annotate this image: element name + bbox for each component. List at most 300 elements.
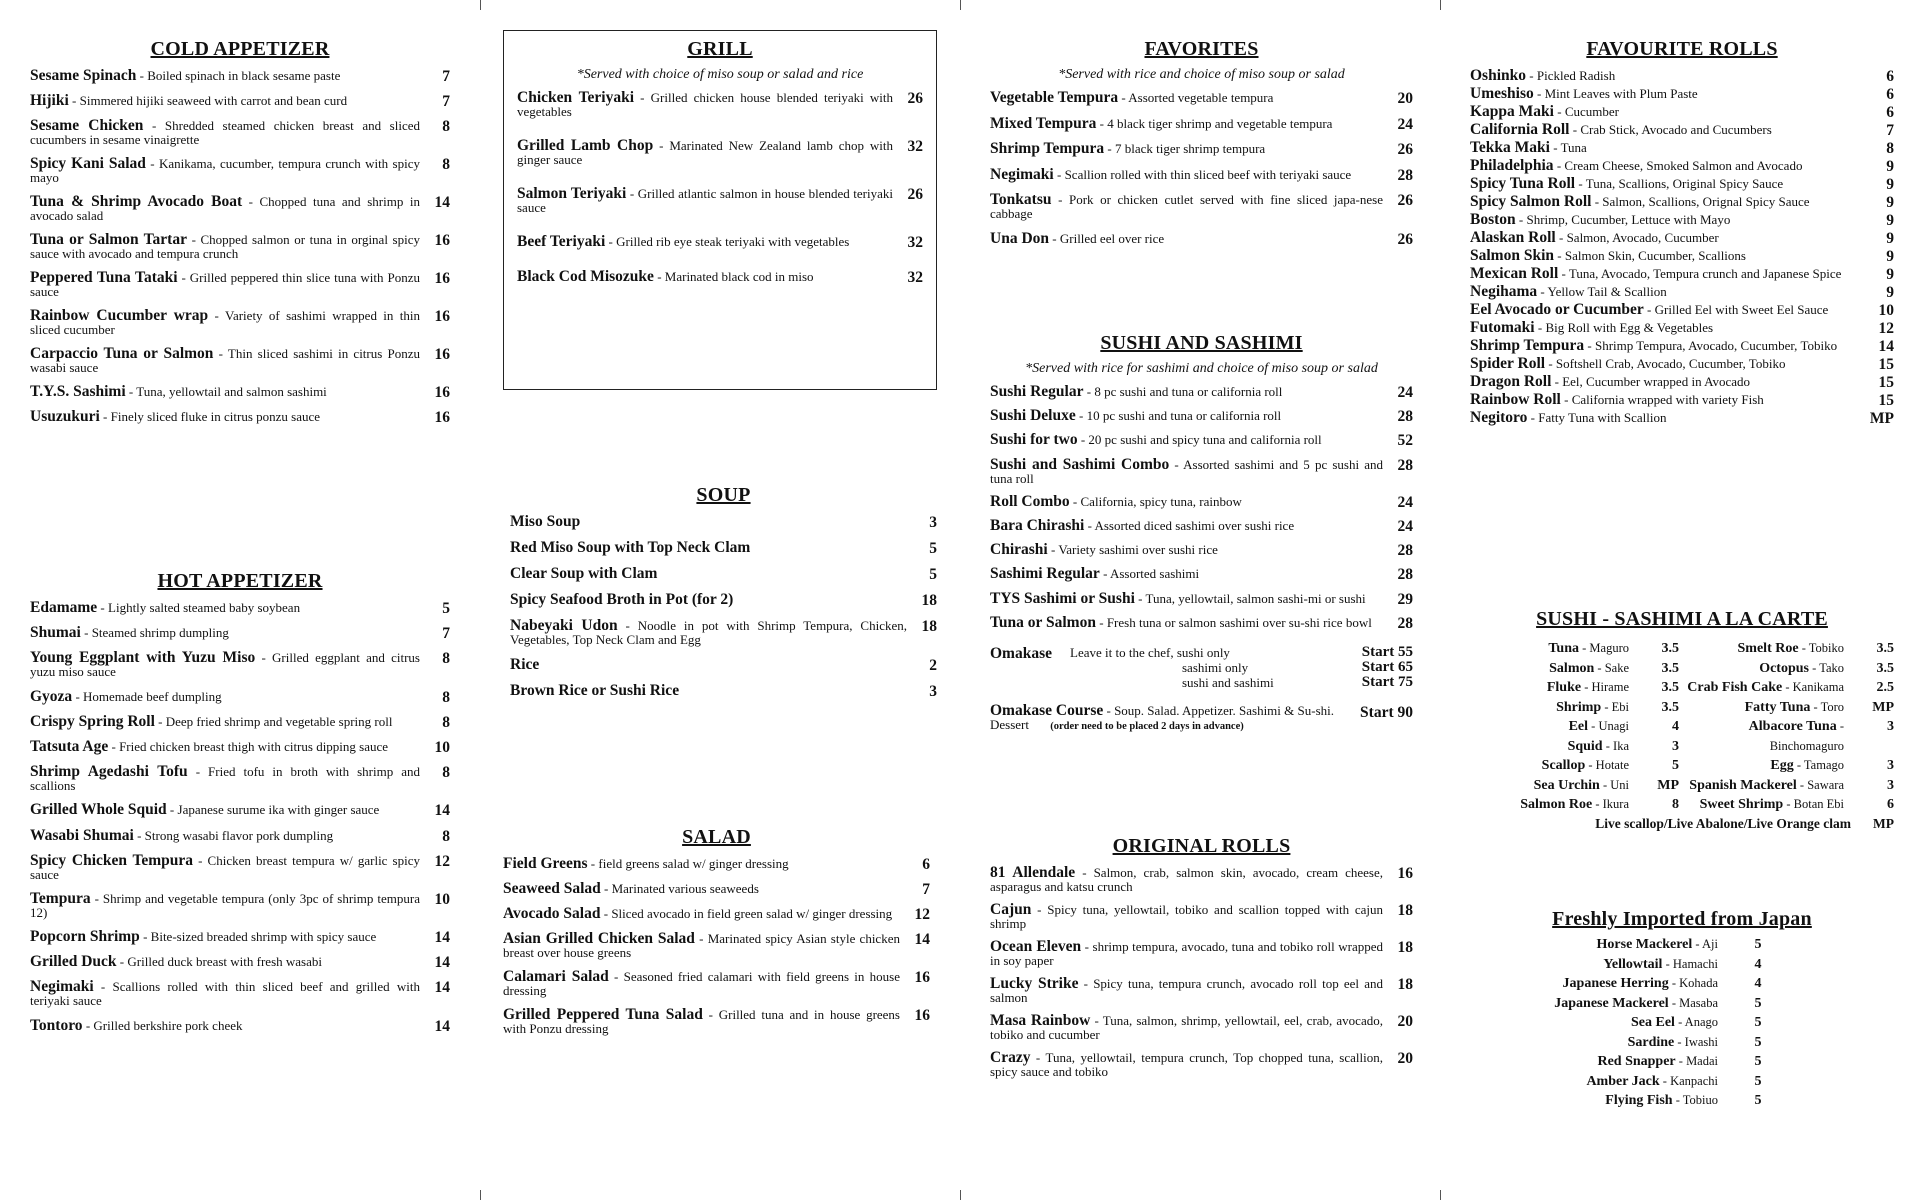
- fish-japanese-name: Ebi: [1611, 699, 1629, 714]
- menu-item-name: Grilled Duck: [30, 953, 117, 971]
- menu-item-desc: Grilled tuna and in house greens with Ponzu dressing: [503, 1007, 900, 1036]
- japan-section: [1470, 908, 1894, 1111]
- section-title: FAVOURITE ROLLS: [1586, 38, 1778, 60]
- menu-item-desc: Scallion rolled with thin sliced beef with teriyaki sauce: [1064, 166, 1352, 182]
- menu-item-name: Ocean Eleven: [990, 938, 1082, 955]
- menu-item-price: 20: [1397, 1013, 1413, 1030]
- menu-item-name: Spicy Seafood Broth in Pot (for 2): [510, 591, 734, 608]
- section-title: Freshly Imported from Japan: [1552, 908, 1812, 930]
- japan-item: [1470, 1072, 1894, 1092]
- menu-item-price: 6: [1886, 104, 1894, 121]
- menu-item-name: Negihama: [1470, 283, 1538, 300]
- menu-item-desc: Seasoned fried calamari with field greens in house dressing: [503, 969, 900, 998]
- menu-item-text: Spicy Tuna Roll - Tuna, Scallions, Original Spicy Sauce: [1470, 175, 1784, 192]
- menu-item-name: Seaweed Salad: [503, 880, 601, 897]
- fish-japanese-name: Sawara: [1807, 777, 1844, 792]
- menu-item-price: 9: [1886, 212, 1894, 229]
- menu-item-desc: Tuna: [1560, 140, 1587, 155]
- menu-item-name: Lucky Strike: [990, 975, 1079, 992]
- section-title: SUSHI - SASHIMI A LA CARTE: [1536, 608, 1828, 630]
- menu-item: [510, 684, 937, 699]
- menu-item-price: 2: [929, 657, 937, 674]
- menu-item-price: 8: [442, 713, 450, 731]
- menu-item-name: Tontoro: [30, 1016, 83, 1034]
- item-list: [1470, 69, 1894, 426]
- menu-item-price: 26: [1397, 192, 1413, 209]
- menu-item-text: Negitoro - Fatty Tuna with Scallion: [1470, 409, 1667, 426]
- fish-price: 5: [1754, 1054, 1762, 1069]
- menu-item: [517, 139, 923, 167]
- fish-japanese-name: Tobiuo: [1682, 1093, 1718, 1107]
- menu-item: [990, 229, 1413, 248]
- menu-item-text: Kappa Maki - Cucumber: [1470, 103, 1619, 120]
- menu-item: [30, 271, 450, 299]
- menu-item-desc: Bite-sized breaded shrimp with spicy sauce: [150, 929, 377, 945]
- menu-item-price: 28: [1397, 614, 1413, 632]
- item-list: [990, 385, 1413, 631]
- menu-item: [990, 567, 1413, 582]
- fish-price: 2.5: [1876, 680, 1894, 695]
- menu-item: [990, 91, 1413, 106]
- menu-item-text: Tonkatsu - Pork or chicken cutlet served with fine sliced japa-nese cabbage: [990, 191, 1383, 221]
- menu-item: [30, 601, 450, 616]
- fish-name: Salmon Roe: [1520, 797, 1593, 812]
- menu-item-desc: Kanikama, cucumber, tempura crunch with spicy mayo: [30, 156, 420, 185]
- menu-item-name: Spicy Chicken Tempura: [30, 851, 194, 869]
- fish-name: Red Snapper: [1597, 1054, 1676, 1069]
- japan-item-name: Sardine - Iwashi: [1627, 1034, 1718, 1050]
- grill-section: [517, 38, 923, 285]
- menu-item-price: 18: [921, 618, 937, 635]
- fish-japanese-name: Kanpachi: [1670, 1073, 1718, 1088]
- menu-item: [990, 940, 1413, 968]
- menu-item: [30, 803, 450, 818]
- menu-item-text: Mexican Roll - Tuna, Avocado, Tempura crunch and Japanese Spice: [1470, 265, 1842, 282]
- menu-item-text: Grilled Lamb Chop - Marinated New Zealand lamb chop with ginger sauce: [517, 137, 893, 167]
- menu-item: [30, 765, 450, 793]
- omakase-course-item: Omakase Course - Soup. Salad. Appetizer. Sashimi & Su-shi. Dessert (order need to be placed 2 days in advance) Start 90: [990, 701, 1413, 732]
- menu-item-desc: Grilled eggplant and citrus yuzu miso sauce: [30, 650, 420, 680]
- menu-item-name: Calamari Salad: [503, 968, 609, 985]
- fish-japanese-name: Tobiko: [1808, 641, 1844, 655]
- menu-item-price: 26: [907, 90, 923, 107]
- fish-price: 4: [1672, 719, 1679, 734]
- menu-item-name: Sushi Deluxe: [990, 407, 1076, 425]
- menu-item-price: 14: [434, 929, 450, 947]
- menu-item: [1470, 303, 1894, 318]
- menu-item-desc: Shrimp Tempura, Avocado, Cucumber, Tobiko: [1594, 338, 1838, 353]
- fish-name: Sweet Shrimp: [1699, 797, 1784, 812]
- menu-item-price: 9: [1886, 176, 1894, 193]
- menu-item-name: Sushi and Sashimi Combo: [990, 455, 1170, 473]
- menu-item-text: Rainbow Roll - California wrapped with variety Fish: [1470, 391, 1764, 408]
- fish-name: Octopus: [1759, 660, 1809, 676]
- menu-item: [30, 233, 450, 261]
- menu-item-desc: Deep fried shrimp and vegetable spring roll: [165, 713, 393, 729]
- menu-item-text: Cajun - Spicy tuna, yellowtail, tobiko and scallion topped with cajun shrimp: [990, 901, 1383, 931]
- menu-item-name: Tempura: [30, 889, 91, 907]
- menu-item-text: Sesame Chicken - Shredded steamed chicken breast and sliced cucumbers in sesame vinaigrette: [30, 117, 420, 147]
- menu-item-text: California Roll - Crab Stick, Avocado and Cucumbers: [1470, 121, 1772, 138]
- menu-item-name: Wasabi Shumai: [30, 826, 134, 844]
- menu-item: [503, 932, 930, 960]
- menu-item-text: Spider Roll - Softshell Crab, Avocado, Cucumber, Tobiko: [1470, 355, 1786, 372]
- menu-item-text: Alaskan Roll - Salmon, Avocado, Cucumber: [1470, 229, 1719, 246]
- menu-item: [1470, 339, 1894, 354]
- fish-price: 3.5: [1661, 699, 1679, 715]
- a-la-carte-item: [1685, 639, 1894, 659]
- menu-item: [30, 347, 450, 375]
- menu-item: [990, 409, 1413, 424]
- menu-item-desc: Grilled eel over rice: [1059, 230, 1165, 246]
- fish-price: 5: [1754, 1093, 1762, 1108]
- menu-item: [1470, 177, 1894, 192]
- menu-item-name: Edamame: [30, 599, 98, 616]
- menu-item-desc: Pork or chicken cutlet served with fine sliced japa-nese cabbage: [990, 192, 1383, 221]
- fish-name: Sea Eel: [1630, 1015, 1675, 1030]
- menu-item-price: 15: [1878, 356, 1894, 373]
- menu-item-price: 24: [1397, 517, 1413, 535]
- fish-price: MP: [1657, 777, 1679, 793]
- menu-item: [990, 385, 1413, 400]
- omakase-course-note: (order need to be placed 2 days in advance): [1050, 720, 1244, 732]
- menu-item-price: 7: [442, 93, 450, 110]
- menu-item: [990, 866, 1413, 894]
- a-la-carte-item: [1685, 659, 1894, 679]
- a-la-carte-item: [1470, 717, 1679, 737]
- menu-item-desc: Tuna, Scallions, Original Spicy Sauce: [1585, 176, 1784, 191]
- menu-item-name: Avocado Salad: [503, 905, 601, 922]
- a-la-carte-name: Eel - Unagi: [1568, 719, 1629, 734]
- menu-item: [990, 1014, 1413, 1042]
- menu-item-price: 9: [1886, 230, 1894, 247]
- fish-name: Squid: [1567, 738, 1603, 754]
- menu-item-price: MP: [1869, 410, 1894, 427]
- menu-item-text: Ocean Eleven - shrimp tempura, avocado, tuna and tobiko roll wrapped in soy paper: [990, 938, 1383, 968]
- menu-item-price: 29: [1397, 590, 1413, 608]
- menu-item-desc: Fatty Tuna with Scallion: [1538, 410, 1667, 425]
- menu-item: [1470, 285, 1894, 300]
- menu-item-text: Dragon Roll - Eel, Cucumber wrapped in Avocado: [1470, 373, 1751, 390]
- menu-item-text: Grilled Duck - Grilled duck breast with fresh wasabi: [30, 953, 322, 971]
- menu-item-price: 7: [442, 68, 450, 85]
- omakase-price: Start 65: [1361, 658, 1413, 675]
- menu-item-name: Rainbow Roll: [1470, 391, 1561, 408]
- fish-name: Japanese Mackerel: [1554, 995, 1669, 1011]
- item-list: [30, 69, 450, 425]
- omakase-price: Start 55: [1361, 643, 1413, 660]
- menu-item: [30, 195, 450, 223]
- menu-item-text: Sushi for two - 20 pc sushi and spicy tuna and california roll: [990, 431, 1322, 449]
- menu-item-desc: Finely sliced fluke in citrus ponzu sauce: [110, 409, 321, 424]
- menu-item-desc: Eel, Cucumber wrapped in Avocado: [1562, 374, 1751, 389]
- a-la-carte-name: Salmon Roe - Ikura: [1520, 797, 1629, 812]
- menu-item: [510, 515, 937, 530]
- menu-item-name: Chicken Teriyaki: [517, 89, 635, 106]
- menu-item-name: Shumai: [30, 624, 81, 642]
- menu-item-name: Sushi Regular: [990, 383, 1084, 400]
- omakase-item: [990, 645, 1413, 690]
- menu-item-desc: Marinated spicy Asian style chicken breast over house greens: [503, 931, 900, 960]
- menu-item: [30, 826, 450, 845]
- original-rolls-section: [990, 835, 1413, 1079]
- fish-japanese-name: Maguro: [1589, 641, 1629, 655]
- menu-item: [990, 977, 1413, 1005]
- fish-price: 3: [1887, 758, 1894, 773]
- menu-item-text: Grilled Whole Squid - Japanese surume ika with ginger sauce: [30, 801, 380, 819]
- fish-name: Fatty Tuna: [1744, 699, 1811, 715]
- menu-item-price: 10: [1878, 302, 1894, 319]
- menu-item-price: 15: [1878, 374, 1894, 391]
- menu-item-price: 24: [1397, 115, 1413, 133]
- a-la-carte-name: Crab Fish Cake - Kanikama: [1687, 680, 1844, 695]
- menu-item-price: 26: [1397, 141, 1413, 158]
- menu-item-name: T.Y.S. Sashimi: [30, 383, 126, 400]
- omakase-course-desc: Soup. Salad. Appetizer. Sashimi & Su-shi. Dessert: [990, 702, 1334, 732]
- menu-item-price: 28: [1397, 566, 1413, 584]
- a-la-carte-name: Spanish Mackerel - Sawara: [1689, 777, 1844, 793]
- menu-item-text: Shrimp Agedashi Tofu - Fried tofu in broth with shrimp and scallions: [30, 763, 420, 794]
- fish-price: 4: [1754, 976, 1762, 991]
- menu-item-price: 9: [1886, 284, 1894, 301]
- menu-item-text: Tuna & Shrimp Avocado Boat - Chopped tuna and shrimp in avocado salad: [30, 193, 420, 223]
- fish-name: Egg: [1770, 758, 1794, 773]
- menu-item-desc: Tuna, yellowtail and salmon sashimi: [136, 384, 327, 399]
- menu-item-price: 9: [1886, 194, 1894, 211]
- menu-item: [990, 114, 1413, 133]
- item-list: [990, 866, 1413, 1079]
- menu-item-desc: California, spicy tuna, rainbow: [1080, 493, 1242, 509]
- menu-item-desc: Noodle in pot with Shrimp Tempura, Chicken, Vegetables, Top Neck Clam and Egg: [510, 618, 907, 647]
- menu-item: [1470, 249, 1894, 264]
- menu-item-price: 28: [1397, 456, 1413, 474]
- live-row: [1470, 815, 1894, 833]
- menu-item-price: 28: [1397, 166, 1413, 184]
- menu-item-price: 24: [1397, 384, 1413, 401]
- menu-item-desc: Cucumber: [1564, 104, 1619, 119]
- fish-price: 3.5: [1661, 660, 1679, 676]
- a-la-carte-name: Tuna - Maguro: [1548, 641, 1629, 656]
- menu-item: [30, 385, 450, 400]
- fish-name: Salmon: [1549, 660, 1595, 676]
- menu-item-name: Futomaki: [1470, 319, 1535, 336]
- japan-item-name: Sea Eel - Anago: [1630, 1015, 1718, 1030]
- menu-item-desc: Grilled Eel with Sweet Eel Sauce: [1654, 302, 1829, 317]
- fish-japanese-name: Aji: [1702, 937, 1718, 951]
- fish-price: 5: [1754, 1034, 1762, 1050]
- menu-item-price: 7: [922, 881, 930, 898]
- menu-item: [30, 737, 450, 756]
- fish-japanese-name: Tako: [1819, 660, 1844, 675]
- fish-name: Spanish Mackerel: [1689, 777, 1797, 793]
- fish-name: Japanese Herring: [1562, 976, 1669, 991]
- menu-item-text: Una Don - Grilled eel over rice: [990, 229, 1165, 247]
- menu-item: [1470, 69, 1894, 84]
- menu-item-price: 6: [1886, 68, 1894, 85]
- menu-item: [990, 455, 1413, 486]
- menu-item-name: Shrimp Agedashi Tofu: [30, 763, 188, 781]
- a-la-carte-section: [1470, 608, 1894, 833]
- fish-japanese-name: Uni: [1610, 777, 1629, 792]
- menu-item-text: T.Y.S. Sashimi - Tuna, yellowtail and salmon sashimi: [30, 383, 327, 400]
- menu-item-desc: Chicken breast tempura w/ garlic spicy sauce: [30, 852, 420, 882]
- menu-item-desc: Scallions rolled with thin sliced beef and grilled with teriyaki sauce: [30, 979, 420, 1009]
- menu-item-desc: 8 pc sushi and tuna or california roll: [1094, 384, 1283, 399]
- menu-item-name: Carpaccio Tuna or Salmon: [30, 345, 214, 362]
- section-title: COLD APPETIZER: [150, 38, 330, 60]
- menu-item: [990, 492, 1413, 511]
- menu-item: [510, 541, 937, 556]
- menu-item-name: Grilled Whole Squid: [30, 801, 167, 819]
- fold-tick: [480, 0, 481, 10]
- menu-item-price: 18: [1397, 976, 1413, 993]
- menu-item-name: Gyoza: [30, 687, 73, 705]
- menu-item-price: 16: [434, 384, 450, 401]
- menu-item-desc: Shrimp, Cucumber, Lettuce with Mayo: [1526, 212, 1731, 227]
- fish-price: MP: [1872, 699, 1894, 715]
- menu-item: [517, 187, 923, 215]
- menu-item-text: Lucky Strike - Spicy tuna, tempura crunch, avocado roll top eel and salmon: [990, 975, 1383, 1005]
- menu-item: [517, 235, 923, 250]
- a-la-carte-name: Scallop - Hotate: [1541, 758, 1629, 773]
- fish-japanese-name: Ika: [1613, 738, 1629, 753]
- menu-item-price: 6: [1886, 86, 1894, 103]
- menu-item: [990, 903, 1413, 931]
- menu-item-text: Seaweed Salad - Marinated various seaweeds: [503, 880, 759, 897]
- menu-item-desc: Spicy tuna, tempura crunch, avocado roll top eel and salmon: [990, 976, 1383, 1005]
- a-la-carte-name: Shrimp - Ebi: [1556, 699, 1629, 715]
- section-note: *Served with rice for sashimi and choice of miso soup or salad: [1025, 361, 1378, 376]
- menu-item-price: 16: [434, 346, 450, 363]
- a-la-carte-name: Albacore Tuna - Binchomaguro: [1748, 719, 1844, 753]
- fish-name: Amber Jack: [1586, 1073, 1660, 1089]
- menu-item-price: 14: [914, 931, 930, 948]
- menu-item-name: Clear Soup with Clam: [510, 565, 658, 582]
- menu-item-desc: Tuna, Avocado, Tempura crunch and Japanese Spice: [1568, 266, 1842, 281]
- menu-item-text: Sushi and Sashimi Combo - Assorted sashimi and 5 pc sushi and tuna roll: [990, 455, 1383, 486]
- menu-item-price: 7: [1886, 122, 1894, 139]
- menu-item-text: Nabeyaki Udon - Noodle in pot with Shrimp Tempura, Chicken, Vegetables, Top Neck Clam and Egg: [510, 617, 907, 647]
- menu-item-text: Black Cod Misozuke - Marinated black cod in miso: [517, 268, 814, 285]
- menu-item-text: Gyoza - Homemade beef dumpling: [30, 687, 222, 705]
- fish-japanese-name: Tamago: [1803, 758, 1844, 772]
- menu-item: [1470, 159, 1894, 174]
- menu-item-name: Red Miso Soup with Top Neck Clam: [510, 539, 751, 556]
- fish-price: 3.5: [1661, 680, 1679, 695]
- menu-item: [30, 410, 450, 425]
- menu-item-name: Tuna & Shrimp Avocado Boat: [30, 193, 243, 210]
- menu-item-desc: Salmon Skin, Cucumber, Scallions: [1564, 248, 1746, 263]
- fish-name: Albacore Tuna: [1748, 719, 1837, 734]
- menu-item-text: Mixed Tempura - 4 black tiger shrimp and vegetable tempura: [990, 114, 1333, 132]
- menu-item-price: 5: [929, 566, 937, 583]
- fish-price: 3.5: [1661, 641, 1679, 656]
- a-la-carte-item: [1685, 678, 1894, 698]
- menu-item: [30, 1016, 450, 1035]
- menu-item-name: Tuna or Salmon Tartar: [30, 231, 187, 248]
- fish-japanese-name: Unagi: [1598, 719, 1629, 733]
- menu-item-text: Futomaki - Big Roll with Egg & Vegetables: [1470, 319, 1714, 336]
- omakase-course-price: Start 90: [1360, 703, 1413, 721]
- menu-item-price: 3: [929, 514, 937, 531]
- menu-item-text: Chicken Teriyaki - Grilled chicken house blended teriyaki with vegetables: [517, 89, 893, 119]
- menu-item: [990, 543, 1413, 558]
- menu-item: [517, 270, 923, 285]
- fish-name: Scallop: [1541, 758, 1586, 773]
- menu-item: [510, 593, 937, 608]
- menu-item-price: 9: [1886, 158, 1894, 175]
- menu-item: [990, 165, 1413, 184]
- fish-name: Sea Urchin: [1533, 777, 1600, 793]
- menu-item-desc: Softshell Crab, Avocado, Cucumber, Tobiko: [1555, 356, 1786, 371]
- menu-item-name: Boston: [1470, 211, 1516, 228]
- sushi-sashimi-section: [990, 332, 1413, 734]
- menu-item-price: 16: [434, 270, 450, 287]
- menu-item-text: Spicy Salmon Roll - Salmon, Scallions, Orignal Spicy Sauce: [1470, 193, 1810, 210]
- menu-item-name: Una Don: [990, 229, 1050, 247]
- menu-item-price: 14: [1878, 338, 1894, 355]
- section-title: SUSHI AND SASHIMI: [1100, 332, 1303, 354]
- menu-item-price: 16: [434, 308, 450, 325]
- fish-price: 3: [1887, 719, 1894, 734]
- a-la-carte-name: Sweet Shrimp - Botan Ebi: [1699, 797, 1844, 812]
- menu-item-text: Sushi Deluxe - 10 pc sushi and tuna or california roll: [990, 407, 1282, 425]
- japan-item: [1470, 994, 1894, 1014]
- a-la-carte-name: Egg - Tamago: [1770, 758, 1844, 773]
- menu-item-name: Grilled Lamb Chop: [517, 137, 654, 154]
- a-la-carte-name: Sea Urchin - Uni: [1533, 777, 1629, 793]
- fold-tick: [960, 1190, 961, 1200]
- menu-item-name: Kappa Maki: [1470, 103, 1554, 120]
- fish-japanese-name: Botan Ebi: [1793, 797, 1844, 811]
- menu-item-price: 18: [1397, 902, 1413, 919]
- fold-tick: [480, 1190, 481, 1200]
- menu-item-price: 14: [434, 194, 450, 211]
- menu-item-price: 24: [1397, 493, 1413, 511]
- menu-item-text: Oshinko - Pickled Radish: [1470, 67, 1616, 84]
- fish-name: Yellowtail: [1603, 956, 1663, 972]
- menu-item-desc: Sliced avocado in field green salad w/ ginger dressing: [611, 906, 893, 921]
- menu-item: [30, 851, 450, 882]
- menu-item-desc: Grilled chicken house blended teriyaki with vegetables: [517, 90, 893, 119]
- japan-item-name: Yellowtail - Hamachi: [1603, 956, 1718, 972]
- menu-item-price: 14: [434, 802, 450, 820]
- menu-item-name: Rice: [510, 656, 540, 673]
- menu-item-text: [510, 515, 907, 529]
- menu-item-text: Popcorn Shrimp - Bite-sized breaded shrimp with spicy sauce: [30, 928, 377, 946]
- menu-item-desc: Grilled duck breast with fresh wasabi: [127, 954, 322, 970]
- menu-item: [1470, 357, 1894, 372]
- menu-item: [1470, 87, 1894, 102]
- menu-item: [990, 433, 1413, 448]
- menu-item-text: Wasabi Shumai - Strong wasabi flavor pork dumpling: [30, 826, 334, 844]
- menu-item-desc: Chopped salmon or tuna in orginal spicy sauce with avocado and tempura crunch: [30, 232, 420, 261]
- menu-item-text: Philadelphia - Cream Cheese, Smoked Salmon and Avocado: [1470, 157, 1803, 174]
- fish-price: 3: [1672, 738, 1679, 754]
- menu-item-desc: 4 black tiger shrimp and vegetable tempura: [1107, 115, 1333, 131]
- menu-item-desc: Assorted sashimi and 5 pc sushi and tuna roll: [990, 456, 1383, 486]
- menu-item-text: [510, 684, 907, 698]
- menu-item-desc: Lightly salted steamed baby soybean: [108, 600, 301, 615]
- menu-item-text: Boston - Shrimp, Cucumber, Lettuce with Mayo: [1470, 211, 1731, 228]
- menu-item-price: 18: [1397, 939, 1413, 956]
- menu-item-price: 16: [434, 409, 450, 426]
- fish-price: 5: [1754, 937, 1762, 952]
- fish-japanese-name: Hotate: [1595, 758, 1629, 772]
- menu-item-text: Tuna or Salmon Tartar - Chopped salmon or tuna in orginal spicy sauce with avocado and tempura crunch: [30, 231, 420, 261]
- menu-item: [1470, 213, 1894, 228]
- menu-item: [30, 687, 450, 706]
